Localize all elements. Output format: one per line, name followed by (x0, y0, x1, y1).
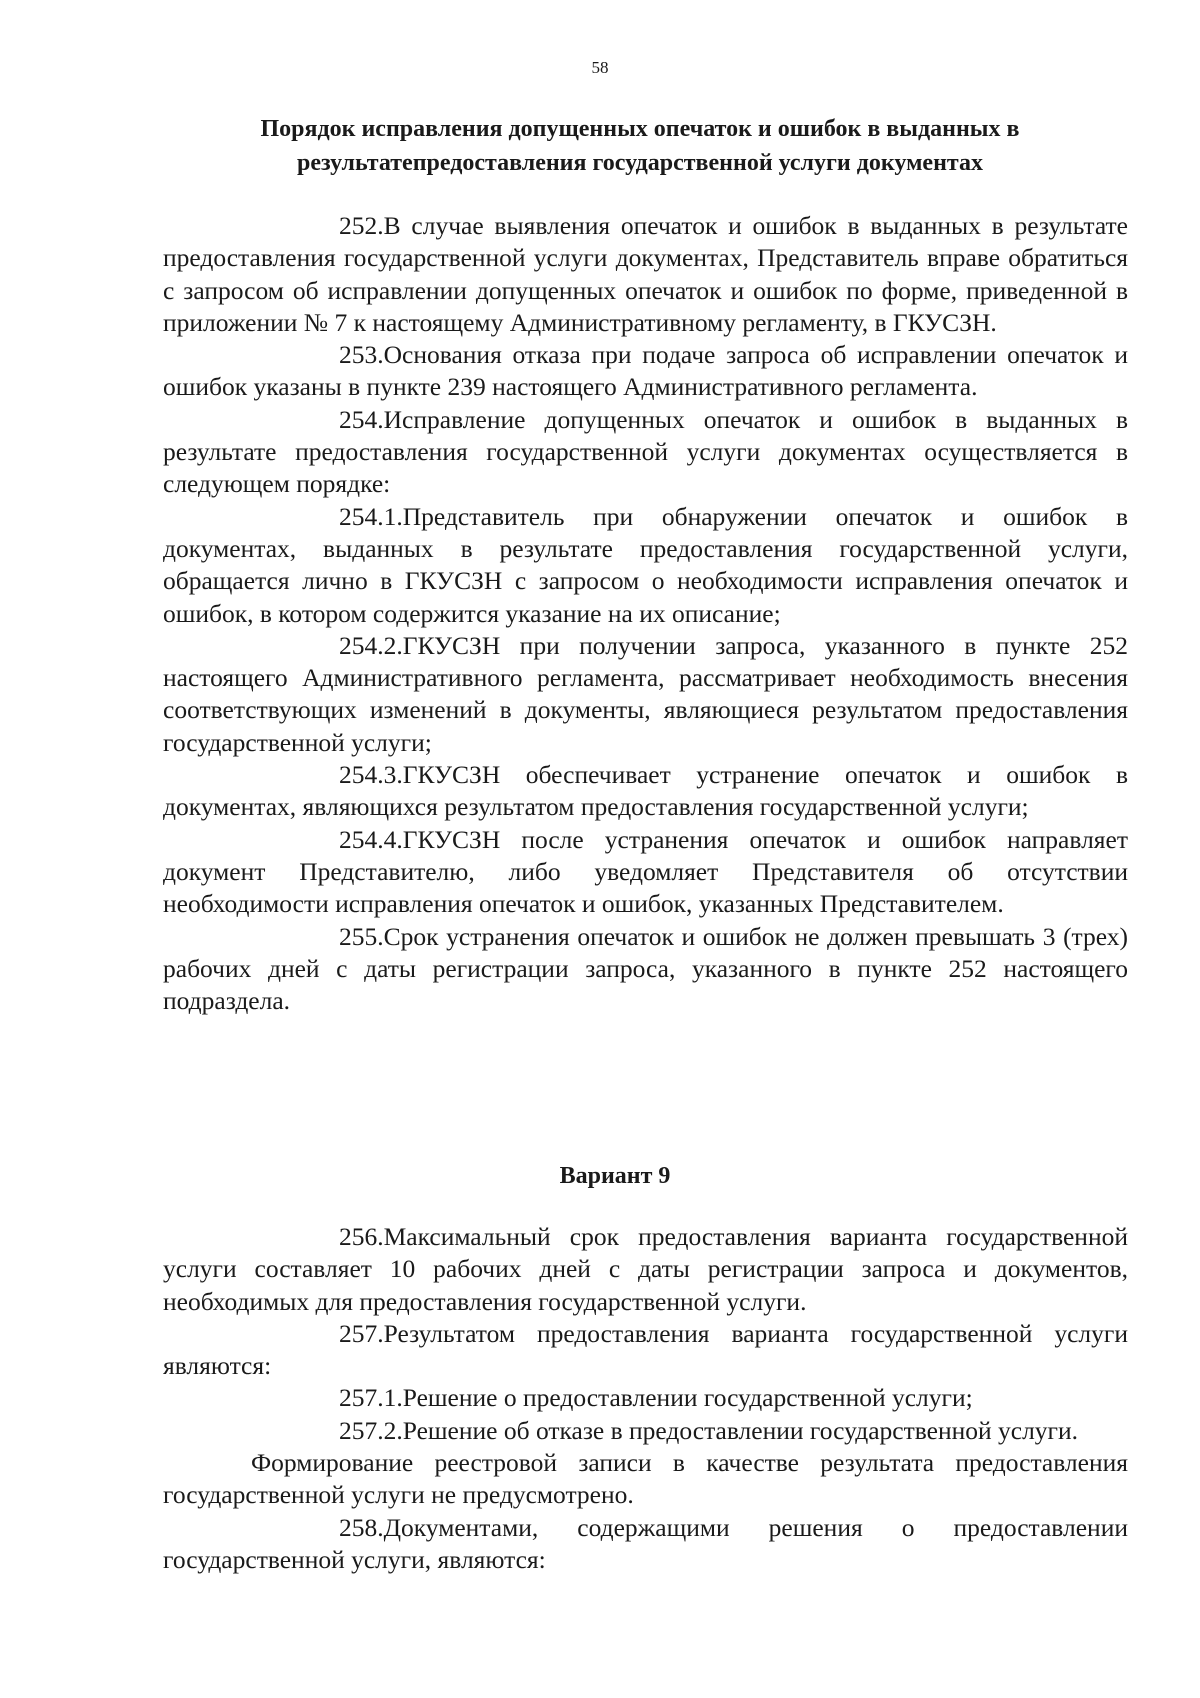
section-heading (150, 112, 1130, 180)
paragraph-text: ГКУСЗН после устранения опечаток и ошибок направляет документ Представителю, либо уведомляет Представителя об отсутствии необходимости исправления опечаток и ошибок, указанных Представителем. (163, 824, 1128, 919)
paragraph-text: Исправление допущенных опечаток и ошибок в выданных в результате предоставления государственной услуги документах осуществляется в следующем порядке: (163, 404, 1128, 499)
paragraph-252 (163, 210, 1128, 339)
paragraph-text: Документами, содержащими решения о предоставлении государственной услуги, являются: (163, 1512, 1128, 1574)
paragraph-number: 257.1. (339, 1383, 403, 1413)
paragraph-number: 254.3. (339, 760, 403, 790)
paragraph-number: 254.2. (339, 630, 403, 660)
paragraph-257 (163, 1318, 1128, 1383)
paragraph-254-3 (163, 759, 1128, 824)
paragraph-text: Представитель при обнаружении опечаток и ошибок в документах, выданных в результате предоставления государственной услуги, обращается лично в ГКУСЗН с запросом о необходимости исправления опечаток и ошибок, в котором содержится указание на их описание; (163, 501, 1128, 628)
paragraph-text: Решение о предоставлении государственной услуги; (402, 1383, 973, 1413)
paragraph-256 (163, 1221, 1128, 1318)
paragraph-number: 253. (339, 340, 384, 370)
paragraph-text: Результатом предоставления варианта государственной услуги являются: (163, 1318, 1128, 1381)
paragraph-registry-note (163, 1447, 1128, 1512)
paragraph-number: 254.1. (339, 501, 403, 531)
paragraph-text: В случае выявления опечаток и ошибок в выданных в результате предоставления государственной услуги документах, Представитель вправе обратиться с запросом об исправлении допущенных опечаток и ошибок по форме, приведенной в приложении № 7 к настоящему Административному регламенту, в ГКУСЗН. (163, 211, 1128, 337)
paragraph-253 (163, 339, 1128, 404)
paragraph-254-2 (163, 630, 1128, 759)
section-1-paragraphs (163, 210, 1128, 1017)
paragraph-number: 255. (339, 921, 384, 951)
paragraph-number: 254. (339, 404, 384, 434)
paragraph-text: Решение об отказе в предоставлении государственной услуги. (402, 1415, 1079, 1445)
paragraph-254-4 (163, 824, 1128, 921)
paragraph-text: Формирование реестровой записи в качестве результата предоставления государственной услуги не предусмотрено. (163, 1448, 1128, 1510)
paragraph-254 (163, 404, 1128, 501)
paragraph-text: ГКУСЗН обеспечивает устранение опечаток и ошибок в документах, являющихся результатом предоставления государственной услуги; (163, 760, 1128, 822)
paragraph-255 (163, 921, 1128, 1018)
section-2-paragraphs (163, 1221, 1128, 1576)
variant-title: Вариант 9 (559, 1163, 671, 1189)
page-number: 58 (591, 58, 609, 77)
paragraph-number: 254.4. (339, 824, 403, 854)
paragraph-258 (163, 1512, 1128, 1577)
paragraph-257-2 (163, 1415, 1128, 1447)
section-heading-line-2: результатепредоставления государственной услуги документах (297, 150, 983, 176)
paragraph-text: ГКУСЗН при получении запроса, указанного в пункте 252 настоящего Административного регламента, рассматривает необходимость внесения соответствующих изменений в документы, являющиеся результатом предоставления государственной услуги; (163, 630, 1128, 757)
paragraph-number: 257.2. (339, 1415, 403, 1445)
paragraph-text: Срок устранения опечаток и ошибок не должен превышать 3 (трех) рабочих дней с даты регистрации запроса, указанного в пункте 252 настоящего подраздела. (163, 921, 1128, 1016)
paragraph-number: 258. (339, 1512, 384, 1542)
paragraph-number: 252. (339, 211, 384, 240)
paragraph-254-1 (163, 501, 1128, 630)
paragraph-text: Максимальный срок предоставления варианта государственной услуги составляет 10 рабочих дней с даты регистрации запроса и документов, необходимых для предоставления государственной услуги. (163, 1222, 1128, 1316)
paragraph-number: 256. (339, 1222, 384, 1251)
paragraph-text: Основания отказа при подаче запроса об исправлении опечаток и ошибок указаны в пункте 239 настоящего Административного регламента. (163, 340, 1128, 402)
paragraph-257-1 (163, 1382, 1128, 1414)
paragraph-number: 257. (339, 1318, 384, 1348)
section-heading-line-1: Порядок исправления допущенных опечаток и ошибок в выданных в (260, 116, 1020, 142)
